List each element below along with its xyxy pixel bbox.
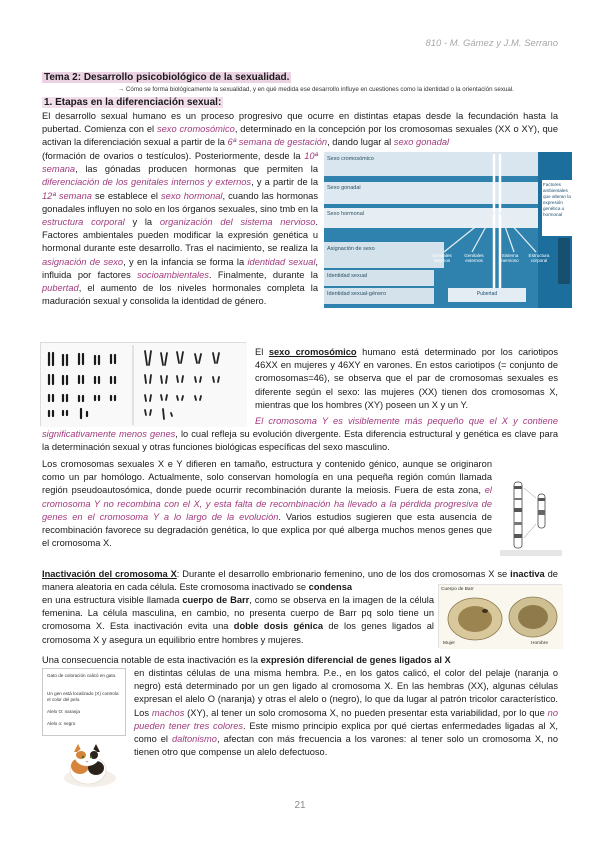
text-run: , dando lugar al bbox=[327, 137, 394, 148]
highlight-term: asignación de sexo bbox=[42, 256, 124, 267]
paragraph-differential-expression bbox=[42, 654, 558, 667]
karyotype-image bbox=[40, 342, 246, 426]
text-run: en distintas células de una misma hembra. P.e., en los gatos calicó, el color del pelaje (naranja o negro) está determinado por un gen ligado al cromosoma X. En las hembras (XX), algunas células expresan el alelo O (naranja) y otras el alelo o (negro), lo que da lugar al patrón tricolor característico. Los bbox=[134, 668, 558, 718]
text-run: . Este mismo principio explica por qué ciertas enfermedades ligadas al X, como el bbox=[134, 720, 558, 745]
paragraph-calico bbox=[134, 667, 558, 759]
highlight-term: estructura corporal bbox=[42, 217, 125, 228]
text-run: , afectan con más frecuencia a los varones: al tener solo un cromosoma X, no tienen otro que compense un alelo defectuoso. bbox=[134, 734, 558, 758]
text-run: , y a partir de la bbox=[251, 177, 319, 188]
differentiation-diagram bbox=[324, 152, 572, 336]
diagram-box: Genitales externos bbox=[464, 253, 484, 264]
diagram-row-label: Sexo gonadal bbox=[327, 185, 361, 191]
text-run: se establece el bbox=[91, 190, 162, 201]
paragraph-intro bbox=[42, 110, 558, 150]
highlight-term: el cromosoma Y no recombina con el X, y esta falta de recombinación ha llevado a la pérdida progresiva de genes en el cromosoma Y a lo largo de la evolución bbox=[42, 485, 492, 522]
text-run: , las gónadas producen hormonas que permiten la bbox=[75, 164, 318, 175]
text-run: : Durante el desarrollo embrionario femenino, uno de los dos cromosomas X se bbox=[176, 569, 511, 579]
key-term: inactiva bbox=[510, 569, 545, 579]
title-subnote: → Cómo se forma biológicamente la sexualidad, y en qué medida ese desarrollo influye en cuestiones como la identidad o la orientación sexual. bbox=[118, 86, 514, 93]
male-label: Hombre bbox=[531, 641, 549, 646]
diagram-row-label: Asignación de sexo bbox=[327, 246, 375, 252]
text-run: Una consecuencia notable de esta inactivación es la bbox=[42, 655, 261, 665]
cat-box-line: Alelo O: naranja bbox=[47, 709, 80, 714]
highlight-term: sexo hormonal bbox=[161, 190, 223, 201]
calico-cat-image bbox=[56, 738, 118, 788]
highlight-term: 12ª semana bbox=[42, 190, 92, 201]
highlight-term: socioambientales bbox=[137, 269, 209, 280]
text-run: , influida por factores bbox=[42, 256, 318, 280]
diagram-svg bbox=[324, 152, 572, 336]
diagram-box: Genitales internos bbox=[432, 253, 452, 264]
xy-chromosome-svg bbox=[500, 478, 562, 558]
text-run: El bbox=[255, 347, 269, 357]
diagram-side-box: Factores ambientales que alteran la expresión genética u hormonal bbox=[543, 182, 571, 217]
highlight-term: daltonismo bbox=[172, 734, 217, 745]
text-run: en una estructura visible llamada bbox=[42, 595, 183, 605]
barr-label: Cuerpo de Barr bbox=[441, 587, 474, 592]
key-term: Inactivación del cromosoma X bbox=[42, 569, 177, 579]
paragraph-karyotype bbox=[255, 346, 558, 412]
female-label: Mujer bbox=[443, 641, 455, 646]
barr-body bbox=[482, 609, 488, 613]
text-run: , lo cual refleja su evolución divergente. Esta diferencia estructural y genética es clave para la determinación sexual y otras funciones biológicas específicas del sexo masculino. bbox=[42, 429, 558, 453]
calico-info-box bbox=[42, 668, 126, 736]
cat-box-line: Un gen está localizado (X) controla el color del pelo. bbox=[47, 691, 119, 702]
text-run: (formación de ovarios o testículos). Posteriormente, desde la bbox=[42, 151, 305, 161]
text-run: Los cromosomas sexuales X e Y difieren en tamaño, estructura y contenido génico, aunque se originaron como un par homólogo. Actualmente, solo conservan homología en una pequeña región común llamada región pseudoautosómica, donde puede ocurrir recombinación durante la meiosis. Fuera de esta zona, bbox=[42, 459, 492, 496]
highlight-term: 10ª semana bbox=[42, 151, 318, 175]
diagram-row-label: Identidad sexual bbox=[327, 273, 368, 279]
header-author: 810 - M. Gámez y J.M. Serrano bbox=[425, 38, 558, 49]
diagram-row-label: Identidad sexual-género bbox=[327, 291, 387, 297]
key-term: doble dosis génica bbox=[233, 621, 323, 632]
section-heading: 1. Etapas en la diferenciación sexual: bbox=[44, 97, 222, 108]
highlight-term: diferenciación de los genitales internos y externos bbox=[42, 177, 252, 188]
paragraph-inactivation-body bbox=[42, 594, 434, 647]
text-run: y la bbox=[124, 217, 160, 228]
text-run: El desarrollo sexual humano es un proceso progresivo que ocurre en distintas etapas desde la fecundación hasta la pubertad. Comienza con el bbox=[42, 111, 558, 135]
diagram-bottom-box: Pubertad bbox=[476, 291, 498, 297]
text-run: humano está determinado por los cariotipos 46XX en mujeres y 46XY en varones. En estos cariotipos (= conjunto de cromosomas=46), se observa que el par de cromosomas sexuales es diferente según el sexo: las mujeres (XX) tienen dos cromosomas X, mientras que los hombres (XY) poseen un X y un Y. bbox=[255, 347, 558, 410]
calico-cat-svg bbox=[56, 738, 118, 788]
diagram-row-label: Sexo hormonal bbox=[327, 211, 364, 217]
diagram-box: Sistema nervioso bbox=[501, 253, 519, 264]
text-run: . Varios estudios sugieren que esta ausencia de recombinación favorece su degradación genética, lo que explica por qué alberga muchos menos genes que el cromosoma X. bbox=[42, 511, 492, 549]
highlight-term: sexo cromosómico bbox=[156, 124, 235, 135]
barr-body-image bbox=[438, 584, 562, 648]
highlight-term: pubertad bbox=[42, 283, 79, 294]
text-run: . Finalmente, durante la bbox=[208, 269, 319, 280]
key-term: cuerpo de Barr bbox=[182, 595, 250, 605]
text-run: (XY), al tener un solo cromosoma X, no pueden presentar esta variabilidad, por lo que bbox=[184, 707, 548, 718]
highlight-term: machos bbox=[151, 707, 185, 718]
paragraph-recombination bbox=[42, 458, 492, 550]
text-run: , determinado en la concepción por los cromosomas sexuales (XX o XY), que activan la diferenciación sexual a partir de la bbox=[42, 124, 559, 148]
text-run: , cuando las hormonas gonadales influyen no solo en los órganos sexuales, sino tmb en la bbox=[42, 190, 318, 214]
paragraph-stages bbox=[42, 150, 318, 308]
text-run: , el aumento de los niveles hormonales completa la maduración sexual y consolida la identidad de género. bbox=[42, 283, 318, 307]
diagram-box: Estructura corporal bbox=[528, 253, 550, 264]
cat-box-line: Alelo o: negro bbox=[47, 721, 76, 726]
highlight-term: no pueden tener tres colores bbox=[134, 707, 559, 731]
xy-chromosome-image bbox=[500, 478, 562, 558]
highlight-term: sexo gonadal bbox=[393, 137, 450, 148]
paragraph-karyotype-cont bbox=[42, 415, 558, 455]
highlight-term: 6ª semana de gestación bbox=[227, 137, 328, 148]
diagram-row-label: Sexo cromosómico bbox=[327, 156, 374, 162]
page-number: 21 bbox=[294, 800, 306, 811]
barr-body-svg bbox=[439, 585, 563, 649]
highlight-term: El cromosoma Y es visiblemente más pequeño que el X y contiene significativamente menos genes bbox=[42, 416, 558, 440]
text-run: de los genes ligados al cromosoma X y asegura un equilibrio entre hombres y mujeres. bbox=[42, 621, 434, 645]
key-term: sexo cromosómico bbox=[268, 347, 357, 357]
text-run: de manera aleatoria en cada célula. Este cromosoma inactivado se bbox=[42, 569, 558, 593]
cat-box-line: Gato de coloración calicó en gato. bbox=[47, 673, 117, 678]
key-term: condensa bbox=[308, 582, 353, 593]
text-run: , y en la infancia se forma la bbox=[123, 256, 248, 267]
key-term: expresión diferencial de genes ligados al X bbox=[260, 655, 451, 665]
highlight-term: organización del sistema nervioso bbox=[159, 217, 316, 228]
text-run: , como se observa en la imagen de la célula femenina. La célula masculina, en cambio, no presenta cuerpo de Barr pq solo tiene un cromosoma X. Esta inactivación evita una bbox=[42, 595, 434, 632]
highlight-term: identidad sexual bbox=[247, 256, 316, 267]
page-title: Tema 2: Desarrollo psicobiológico de la sexualidad. bbox=[44, 72, 290, 83]
text-run: . Factores ambientales pueden modificar la expresión genética u hormonal durante este desarrollo. Tras el nacimiento, se realiza la bbox=[42, 217, 318, 254]
side-tab bbox=[558, 238, 570, 284]
